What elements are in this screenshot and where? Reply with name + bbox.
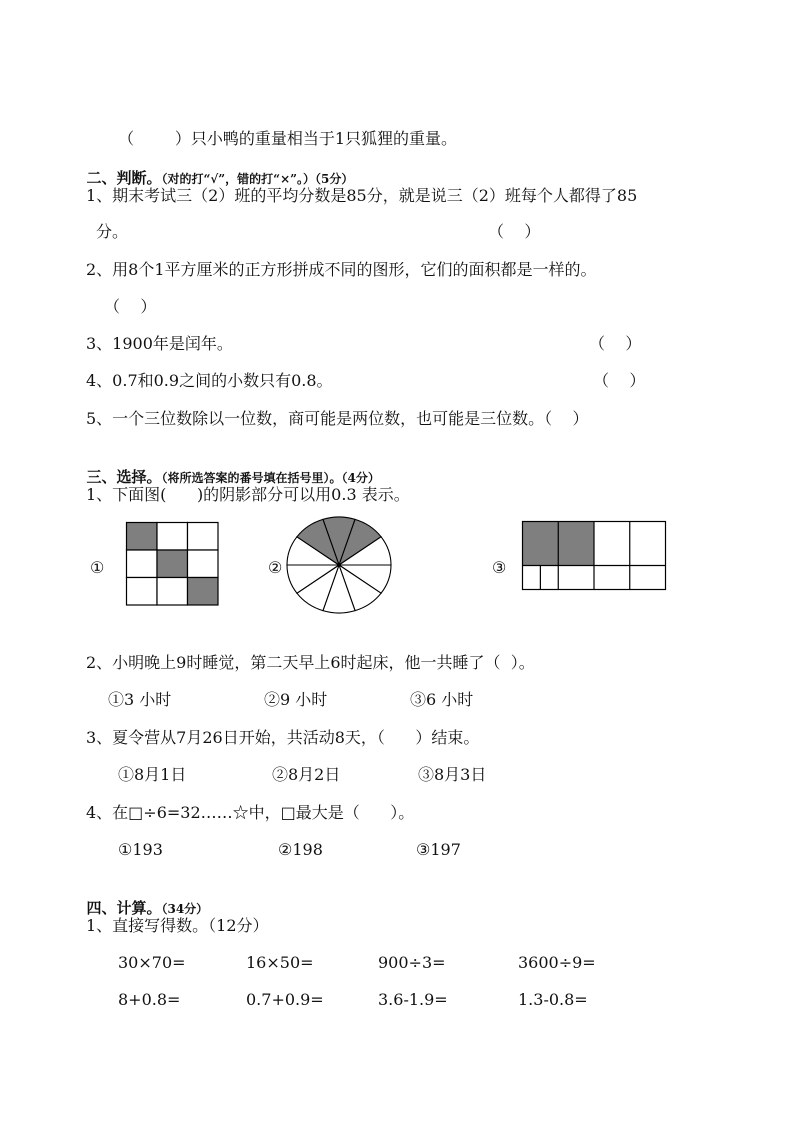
calc-cell: 8+0.8= [118, 990, 181, 1009]
choice-4-option-3[interactable]: ③197 [416, 840, 461, 859]
grid-cell [188, 523, 219, 551]
question-text: 只小鸭的重量相当于1只狐狸的重量。 [190, 129, 458, 148]
figure-1-grid [126, 522, 218, 605]
choice-item-3: 3、夏令营从7月26日开始，共活动8天，（ ）结束。 [86, 728, 480, 747]
answer-paren[interactable]: （ ） [118, 129, 191, 148]
calc-cell: 900÷3= [378, 953, 446, 972]
judge-item-1: 1、期末考试三（2）班的平均分数是85分，就是说三（2）班每个人都得了85 [86, 186, 638, 205]
choice-2-option-1[interactable]: ①3 小时 [108, 690, 172, 709]
judge-answer-1[interactable]: （ ） [488, 222, 541, 241]
section-3-heading [76, 447, 380, 488]
choice-item-1: 1、下面图( )的阴影部分可以用0.3 表示。 [86, 485, 410, 504]
section-note: （34分） [161, 902, 209, 916]
section-title: 二、判断。 [86, 169, 162, 187]
rect-part-shaded [523, 522, 559, 566]
judge-answer-4[interactable]: （ ） [593, 371, 646, 390]
calc-cell: 1.3-0.8= [518, 990, 588, 1009]
figure-2-circle [286, 516, 392, 614]
calc-cell: 3.6-1.9= [378, 990, 448, 1009]
choice-4-option-1[interactable]: ①193 [118, 840, 163, 859]
choice-item-4: 4、在□÷6=32……☆中，□最大是（ ）。 [86, 803, 415, 822]
section-note: （对的打“√”，错的打“×”。）（5分） [161, 172, 354, 186]
rect-part-shaded [558, 522, 594, 566]
calc-cell: 0.7+0.9= [246, 990, 324, 1009]
choice-4-option-2[interactable]: ②198 [278, 840, 323, 859]
grid-cell [157, 578, 188, 606]
judge-item-4: 4、0.7和0.9之间的小数只有0.8。 [86, 371, 333, 390]
grid-cell-shaded [127, 523, 158, 551]
section-title: 四、计算。 [86, 899, 162, 917]
calc-item-1: 1、直接写得数。（12分） [86, 916, 269, 935]
grid-cell-shaded [157, 550, 188, 578]
grid-cell [127, 578, 158, 606]
choice-3-option-1[interactable]: ①8月1日 [118, 765, 187, 784]
judge-item-5: 5、一个三位数除以一位数，商可能是两位数，也可能是三位数。（ ） [86, 409, 589, 428]
choice-item-2: 2、小明晚上9时睡觉，第二天早上6时起床，他一共睡了（ ）。 [86, 653, 535, 672]
grid-cell [188, 550, 219, 578]
figure-1-label[interactable]: ① [90, 558, 105, 577]
calc-cell: 30×70= [118, 953, 186, 972]
calc-cell: 3600÷9= [518, 953, 596, 972]
q-fox-duck-line [108, 109, 457, 149]
judge-answer-3[interactable]: （ ） [589, 334, 642, 353]
grid-cell-shaded [188, 578, 219, 606]
grid-cell [157, 523, 188, 551]
section-title: 三、选择。 [86, 468, 162, 486]
section-2-heading [76, 148, 353, 189]
calc-cell: 16×50= [246, 953, 314, 972]
judge-item-2: 2、用8个1平方厘米的正方形拼成不同的图形，它们的面积都是一样的。 [86, 260, 597, 279]
judge-item-1-cont: 分。 [96, 222, 129, 241]
judge-answer-2[interactable]: （ ） [104, 297, 157, 316]
section-note: （将所选答案的番号填在括号里）。（4分） [161, 471, 380, 485]
grid-cell [127, 550, 158, 578]
choice-3-option-3[interactable]: ③8月3日 [418, 765, 487, 784]
section-4-heading [76, 878, 208, 919]
figure-3-rectangle [522, 521, 666, 590]
choice-3-option-2[interactable]: ②8月2日 [272, 765, 341, 784]
choice-2-option-2[interactable]: ②9 小时 [264, 690, 328, 709]
judge-item-3: 3、1900年是闰年。 [86, 334, 233, 353]
choice-2-option-3[interactable]: ③6 小时 [410, 690, 474, 709]
figure-3-label[interactable]: ③ [492, 558, 507, 577]
figure-2-label[interactable]: ② [268, 558, 283, 577]
